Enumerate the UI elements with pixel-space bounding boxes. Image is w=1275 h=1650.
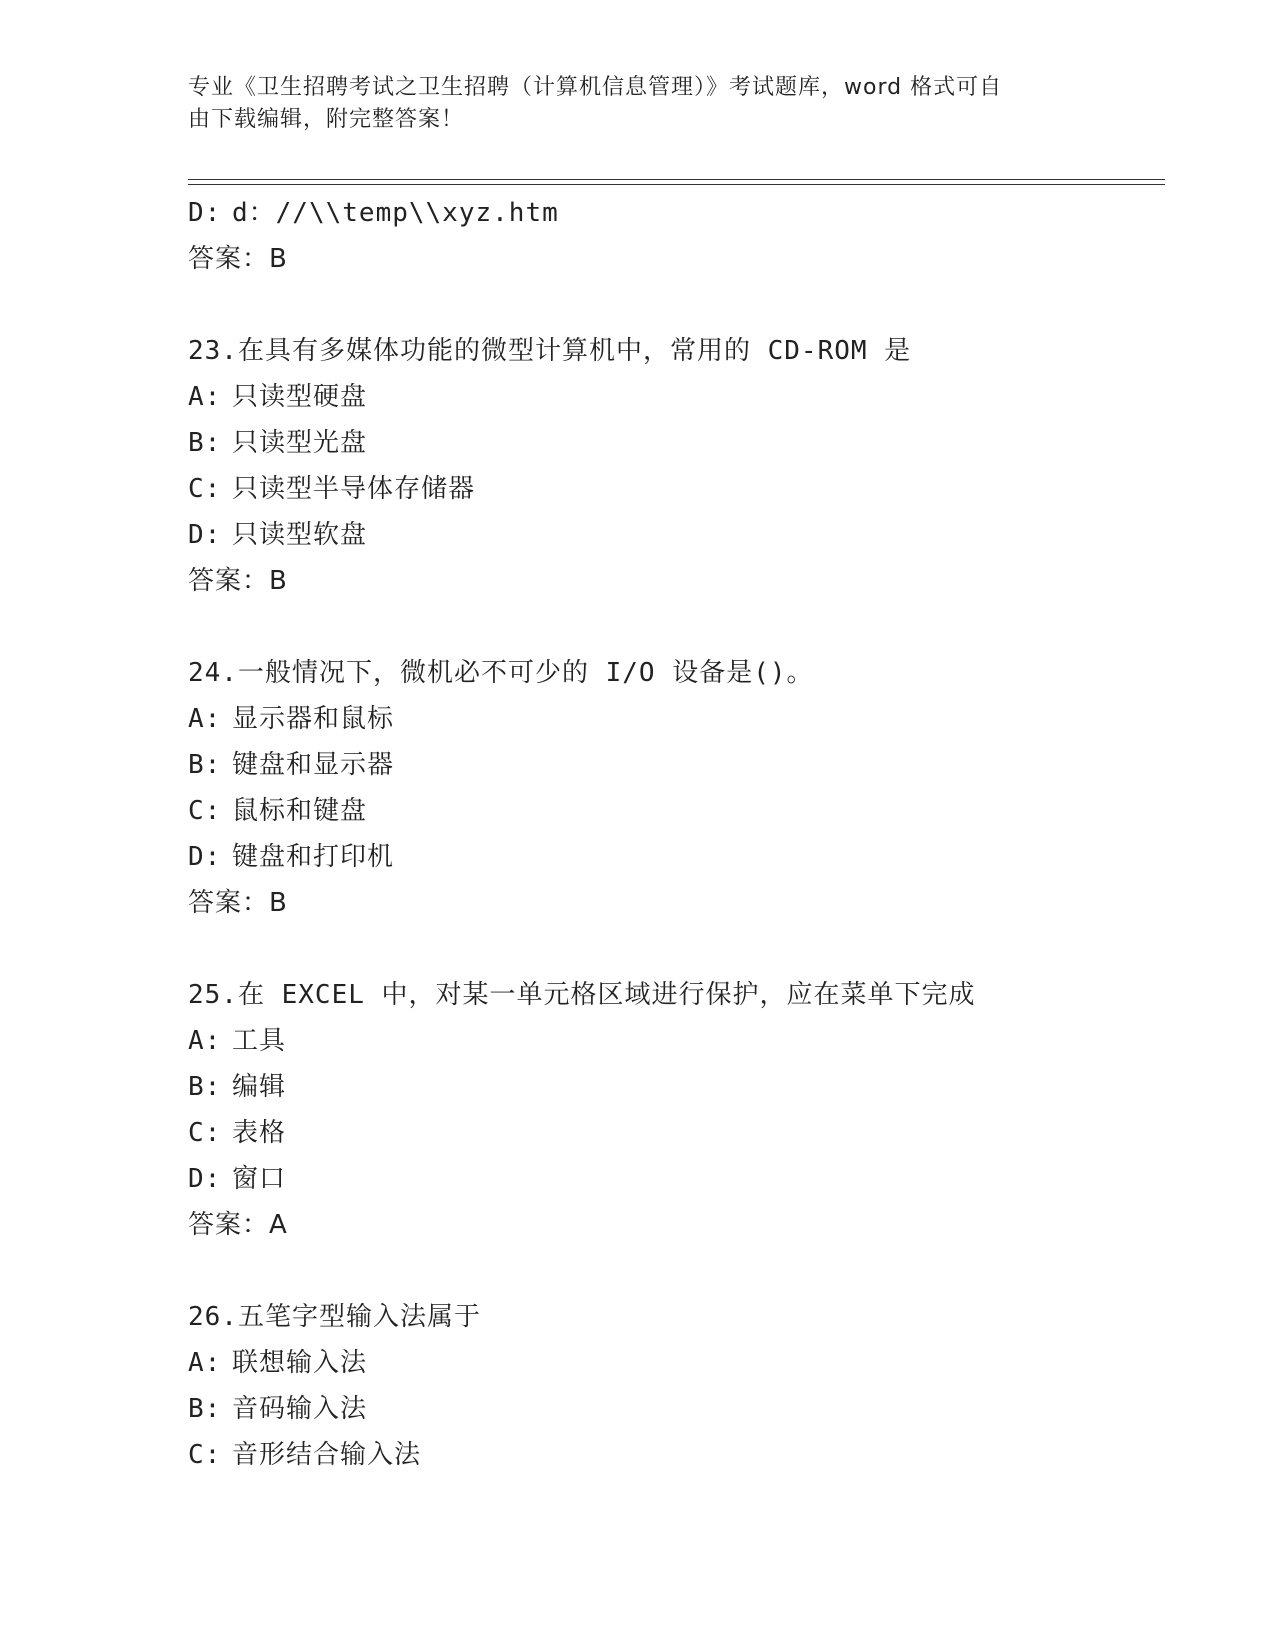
option-line <box>188 1340 1148 1386</box>
option-text: d：//\\temp\\xyz.htm <box>232 198 559 228</box>
spacer <box>188 1248 1148 1294</box>
option-letter: C: <box>188 796 222 826</box>
option-line <box>188 834 1148 880</box>
header-divider-bottom <box>188 184 1165 185</box>
option-text: 窗口 <box>232 1164 287 1194</box>
question-text: 23.在具有多媒体功能的微型计算机中，常用的 CD-ROM 是 <box>188 336 912 366</box>
option-text: 联想输入法 <box>232 1348 368 1378</box>
option-letter: A: <box>188 382 222 412</box>
option-text: 键盘和显示器 <box>232 750 395 780</box>
option-line <box>188 1386 1148 1432</box>
option-letter: C: <box>188 474 222 504</box>
option-line <box>188 374 1148 420</box>
option-line <box>188 466 1148 512</box>
answer-line: 答案：A <box>188 1210 288 1240</box>
header-line-2: 由下载编辑，附完整答案！ <box>188 107 465 132</box>
option-text: 编辑 <box>232 1072 287 1102</box>
question-text: 24.一般情况下，微机必不可少的 I/O 设备是()。 <box>188 658 814 688</box>
option-line <box>188 1110 1148 1156</box>
answer-line: 答案：B <box>188 888 288 918</box>
option-letter: D: <box>188 842 222 872</box>
option-letter: B: <box>188 428 222 458</box>
spacer <box>188 926 1148 972</box>
option-line <box>188 788 1148 834</box>
document-header <box>188 72 1068 136</box>
option-line <box>188 1064 1148 1110</box>
option-letter: B: <box>188 1072 222 1102</box>
question-list <box>188 190 1148 1478</box>
answer-line: 答案：B <box>188 244 288 274</box>
option-text: 鼠标和键盘 <box>232 796 368 826</box>
option-text: 显示器和鼠标 <box>232 704 395 734</box>
option-letter: D: <box>188 1164 222 1194</box>
answer-line: 答案：B <box>188 566 288 596</box>
spacer <box>188 282 1148 328</box>
option-line <box>188 1018 1148 1064</box>
option-text: 只读型光盘 <box>232 428 368 458</box>
option-line <box>188 1432 1148 1478</box>
option-letter: C: <box>188 1440 222 1470</box>
option-line <box>188 512 1148 558</box>
option-letter: A: <box>188 704 222 734</box>
option-letter: A: <box>188 1026 222 1056</box>
option-letter: C: <box>188 1118 222 1148</box>
question-text: 26.五笔字型输入法属于 <box>188 1302 481 1332</box>
option-line <box>188 696 1148 742</box>
option-text: 键盘和打印机 <box>232 842 395 872</box>
option-line <box>188 190 1148 236</box>
option-letter: D: <box>188 520 222 550</box>
option-text: 音形结合输入法 <box>232 1440 422 1470</box>
option-letter: D: <box>188 198 222 228</box>
option-letter: B: <box>188 1394 222 1424</box>
option-text: 只读型软盘 <box>232 520 368 550</box>
option-text: 表格 <box>232 1118 287 1148</box>
option-line <box>188 742 1148 788</box>
option-letter: B: <box>188 750 222 780</box>
header-divider-top <box>188 179 1165 180</box>
option-text: 音码输入法 <box>232 1394 368 1424</box>
question-text: 25.在 EXCEL 中，对某一单元格区域进行保护，应在菜单下完成 <box>188 980 976 1010</box>
spacer <box>188 604 1148 650</box>
option-text: 工具 <box>232 1026 287 1056</box>
header-line-1: 专业《卫生招聘考试之卫生招聘（计算机信息管理）》考试题库，word 格式可自 <box>188 75 1003 100</box>
option-line <box>188 420 1148 466</box>
option-text: 只读型半导体存储器 <box>232 474 476 504</box>
option-letter: A: <box>188 1348 222 1378</box>
option-line <box>188 1156 1148 1202</box>
option-text: 只读型硬盘 <box>232 382 368 412</box>
